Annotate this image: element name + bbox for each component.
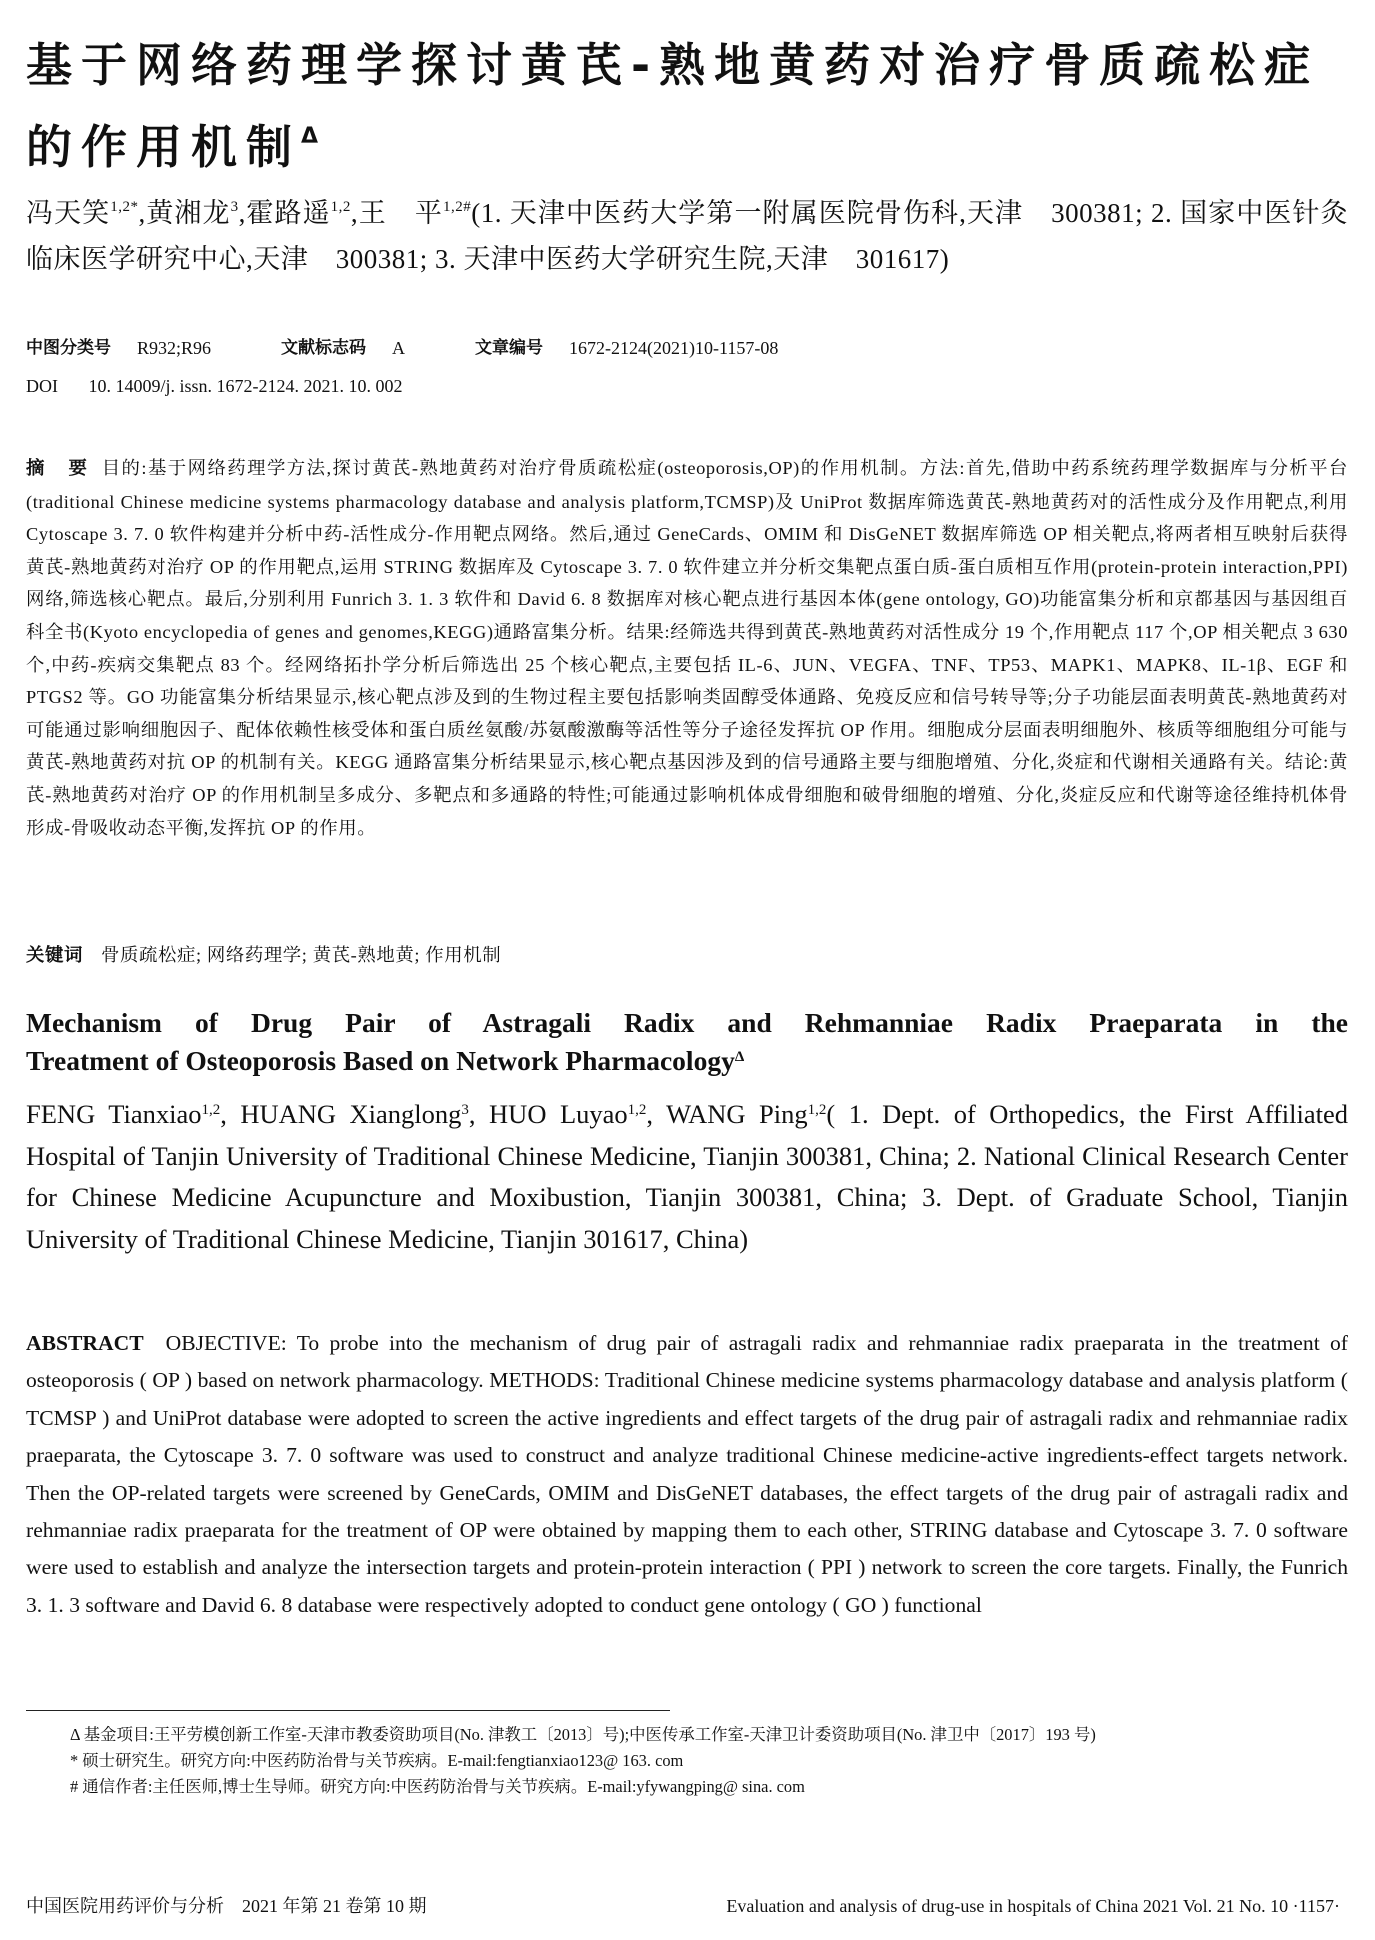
clc-label: 中图分类号	[26, 338, 111, 358]
author-name: 黄湘龙	[145, 198, 231, 228]
author-name: 霍路遥	[245, 198, 331, 228]
author-affiliation-sup: 3	[230, 199, 239, 215]
author-name: HUANG Xianglong	[240, 1099, 462, 1129]
author-affiliation-sup: 1,2*	[110, 199, 139, 215]
chinese-abstract-text: 目的:基于网络药理学方法,探讨黄芪-熟地黄药对治疗骨质疏松症(osteoporosis,OP)的作用机制。方法:首先,借助中药系统药理学数据库与分析平台(traditional Chinese medicine systems pharmacology database and analysis platform,TCMSP)及 UniProt 数据库筛选黄芪-熟地黄药对的活性成分及作用靶点,利用 Cytoscape 3. 7. 0 软件构建并分析中药-活性成分-作用靶点网络。然后,通过 GeneCards、OMIM 和 DisGeNET 数据库筛选 OP 相关靶点,将两者相互映射后获得黄芪-熟地黄药对治疗 OP 的作用靶点,运用 STRING 数据库及 Cytoscape 3. 7. 0 软件建立并分析交集靶点蛋白质-蛋白质相互作用(protein-protein interaction,PPI)网络,筛选核心靶点。最后,分别利用 Funrich 3. 1. 3 软件和 David 6. 8 数据库对核心靶点进行基因本体(gene ontology, GO)功能富集分析和京都基因与基因组百科全书(Kyoto encyclopedia of genes and genomes,KEGG)通路富集分析。结果:经筛选共得到黄芪-熟地黄药对活性成分 19 个,作用靶点 117 个,OP 相关靶点 3 630 个,中药-疾病交集靶点 83 个。经网络拓扑学分析后筛选出 25 个核心靶点,主要包括 IL-6、JUN、VEGFA、TNF、TP53、MAPK1、MAPK8、IL-1β、EGF 和 PTGS2 等。GO 功能富集分析结果显示,核心靶点涉及到的生物过程主要包括影响类固醇受体通路、免疫反应和信号转导等;分子功能层面表明黄芪-熟地黄药对可能通过影响细胞因子、配体依赖性核受体和蛋白质丝氨酸/苏氨酸激酶等活性等分子途径发挥抗 OP 作用。细胞成分层面表明细胞外、核质等细胞组分可能与黄芪-熟地黄药对抗 OP 的机制有关。KEGG 通路富集分析结果显示,核心靶点基因涉及到的信号通路主要与细胞增殖、分化,炎症和代谢相关通路有关。结论:黄芪-熟地黄药对治疗 OP 的作用机制呈多成分、多靶点和多通路的特性;可能通过影响机体成骨细胞和破骨细胞的增殖、分化,炎症反应和代谢等途径维持机体骨形成-骨吸收动态平衡,发挥抗 OP 的作用。	[26, 458, 1348, 838]
author-affiliation-sup: 1,2	[627, 1102, 647, 1118]
chinese-author-block: 冯天笑$^{1,2*}$,黄湘龙$^3$,霍路遥$^{1,2}$,王 平$^{1,2\#}$(1. 天津中医药大学第一附属医院骨伤科,天津 300381; 2. 国家中医针灸临床医学研究中心,天津 300381; 3. 天津中医药大学研究生院,天津 301617)	[26, 198, 1349, 274]
english-author-block: FENG Tianxiao$^{1,2}$, HUANG Xianglong$^3$, HUO Luyao$^{1,2}$, WANG Ping$^{1,2}$( 1. Dept. of Orthopedics, the First Affiliated Hospital of Tanjin University of Traditional Chinese Medicine, Tianjin 300381, China; 2. National Clinical Research Center for Chinese Medicine Acupuncture and Moxibustion, Tianjin 300381, China; 3. Dept. of Graduate School, Tianjin University of Traditional Chinese Medicine, Tianjin 301617, China)	[26, 1099, 1348, 1254]
chinese-affiliations: (1. 天津中医药大学第一附属医院骨伤科,天津 300381; 2. 国家中医针灸临床医学研究中心,天津 300381; 3. 天津中医药大学研究生院,天津 301617)	[26, 198, 1349, 274]
author-name: FENG Tianxiao	[26, 1099, 202, 1129]
english-abstract-label: ABSTRACT	[26, 1331, 144, 1355]
chinese-abstract-label: 摘 要	[26, 458, 96, 479]
first-author-footnote: * 硕士研究生。研究方向:中医药防治骨与关节疾病。E-mail:fengtianxiao123@ 163. com	[70, 1751, 684, 1770]
author-affiliation-sup: 1,2	[201, 1102, 221, 1118]
article-number-field	[475, 334, 778, 362]
english-abstract	[26, 1325, 1348, 1624]
funding-mark: Δ	[734, 1049, 745, 1065]
chinese-title	[26, 24, 1348, 188]
chinese-abstract	[26, 452, 1348, 844]
english-title	[26, 1004, 1348, 1080]
chinese-keywords	[26, 940, 501, 971]
clc-value: R932;R96	[137, 338, 212, 358]
clc-field	[26, 334, 211, 362]
english-affiliations: ( 1. Dept. of Orthopedics, the First Affiliated Hospital of Tanjin University of Traditional Chinese Medicine, Tianjin 300381, China; 2. National Clinical Research Center for Chinese Medicine Acupuncture and Moxibustion, Tianjin 300381, China; 3. Dept. of Graduate School, Tianjin University of Traditional Chinese Medicine, Tianjin 301617, China)	[26, 1099, 1348, 1254]
document-code-label: 文献标志码	[281, 338, 367, 358]
document-code-value: A	[392, 338, 406, 358]
doi-row	[26, 372, 403, 400]
author-affiliation-sup: 1,2#	[442, 199, 472, 215]
article-number-value: 1672-2124(2021)10-1157-08	[569, 338, 779, 358]
chinese-keywords-text: 骨质疏松症; 网络药理学; 黄芪-熟地黄; 作用机制	[100, 945, 502, 965]
journal-issue-chinese: 中国医院用药评价与分析 2021 年第 21 卷第 10 期	[26, 1896, 427, 1916]
doi-value[interactable]: 10. 14009/j. issn. 1672-2124. 2021. 10. 002	[88, 376, 403, 396]
english-title-line-1: Mechanism of Drug Pair of Astragali Radix and Rehmanniae Radix Praeparata in the	[26, 1007, 1348, 1038]
author-affiliation-sup: 3	[461, 1102, 469, 1118]
author-name: HUO Luyao	[489, 1099, 628, 1129]
classification-row	[26, 334, 1348, 362]
author-name: 王 平	[358, 198, 443, 228]
english-title-line-2: Treatment of Osteoporosis Based on Network Pharmacology	[26, 1045, 735, 1076]
author-affiliation-sup: 1,2	[330, 199, 351, 215]
author-affiliation-sup: 1,2	[807, 1102, 827, 1118]
author-name: 冯天笑	[26, 198, 111, 228]
funding-mark: Δ	[301, 124, 319, 149]
author-name: WANG Ping	[666, 1099, 808, 1129]
footnote-divider	[26, 1710, 670, 1711]
chinese-title-text: 基于网络药理学探讨黄芪-熟地黄药对治疗骨质疏松症的作用机制	[26, 38, 1320, 174]
funding-footnote: Δ 基金项目:王平劳模创新工作室-天津市教委资助项目(No. 津教工〔2013〕号);中医传承工作室-天津卫计委资助项目(No. 津卫中〔2017〕193 号)	[70, 1725, 1096, 1744]
page-footer	[26, 1892, 1348, 1920]
document-code-field	[281, 334, 405, 362]
journal-issue-english: Evaluation and analysis of drug-use in hospitals of China 2021 Vol. 21 No. 10 ·1157·	[726, 1896, 1340, 1916]
article-number-label: 文章编号	[475, 338, 544, 358]
english-abstract-text: OBJECTIVE: To probe into the mechanism of drug pair of astragali radix and rehmanniae radix praeparata in the treatment of osteoporosis ( OP ) based on network pharmacology. METHODS: Traditional Chinese medicine systems pharmacology database and analysis platform ( TCMSP ) and UniProt database were adopted to screen the active ingredients and effect targets of the drug pair of astragali radix and rehmanniae radix praeparata, the Cytoscape 3. 7. 0 software was used to construct and analyze traditional Chinese medicine-active ingredients-effect targets network. Then the OP-related targets were screened by GeneCards, OMIM and DisGeNET databases, the effect targets of the drug pair of astragali radix and rehmanniae radix praeparata for the treatment of OP were obtained by mapping them to each other, STRING database and Cytoscape 3. 7. 0 software were used to establish and analyze the intersection targets and protein-protein interaction ( PPI ) network to screen the core targets. Finally, the Funrich 3. 1. 3 software and David 6. 8 database were respectively adopted to conduct gene ontology ( GO ) functional	[26, 1331, 1348, 1617]
doi-label: DOI	[26, 376, 58, 396]
corresponding-author-footnote: # 通信作者:主任医师,博士生导师。研究方向:中医药防治骨与关节疾病。E-mail:yfywangping@ sina. com	[70, 1777, 805, 1796]
footnotes	[26, 1722, 1348, 1800]
chinese-keywords-label: 关键词	[26, 945, 83, 966]
